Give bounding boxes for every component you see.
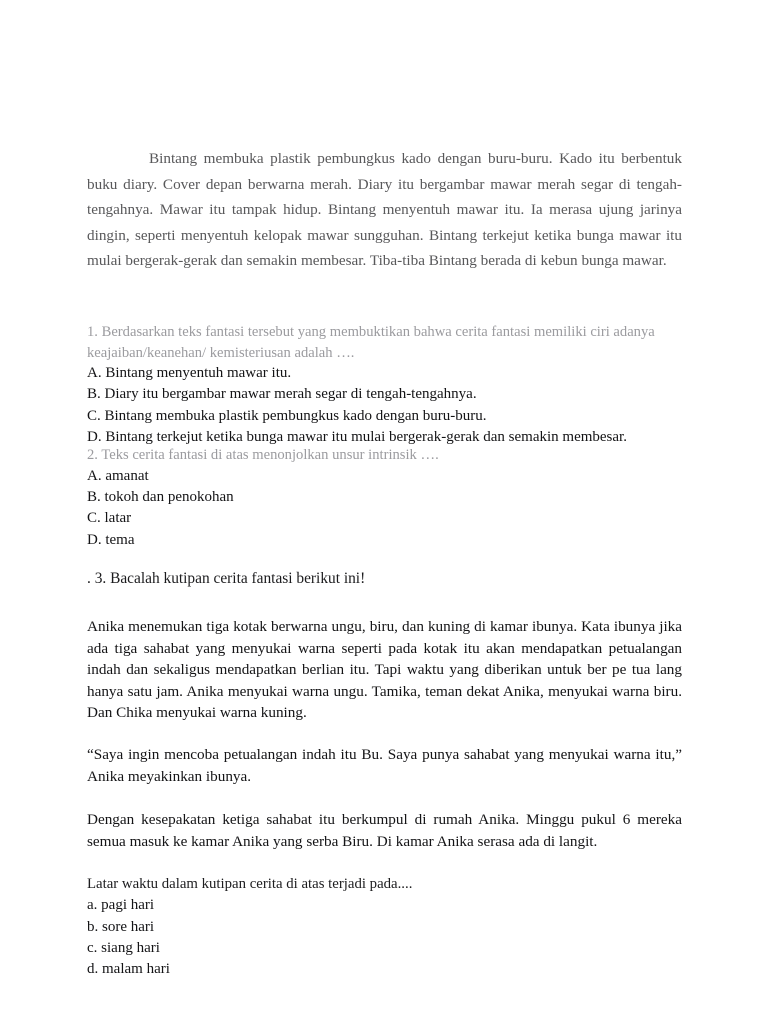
question-1-block [87,322,682,449]
spacer [87,724,682,744]
question-2-option-d[interactable]: D. tema [87,531,135,548]
question-2-option-b[interactable]: B. tokoh dan penokohan [87,488,234,505]
question-1-option-a[interactable]: A. Bintang menyentuh mawar itu. [87,365,292,381]
question-3-option-d[interactable]: d. malam hari [87,961,170,978]
passage-block-1 [87,146,682,274]
question-2-block [87,445,682,551]
question-1-option-c[interactable]: C. Bintang membuka plastik pembungkus kado dengan buru-buru. [87,407,487,424]
question-3-option-c[interactable]: c. siang hari [87,939,160,956]
spacer [87,852,682,874]
question-3-paragraph-1: Anika menemukan tiga kotak berwarna ungu, biru, dan kuning di kamar ibunya. Kata ibunya jika ada tiga sahabat yang menyukai warna seperti pada kotak itu akan mendapatkan petualangan indah dan sekaligus mendapatkan berlian itu. Tapi waktu yang diberikan untuk ber pe tua lang hanya satu jam. Anika menyukai warna ungu. Tamika, teman dekat Anika, menyukai warna biru. Dan Chika menyukai warna kuning. [87,618,682,722]
question-3-heading: . 3. Bacalah kutipan cerita fantasi berikut ini! [87,570,366,587]
question-2-stem: 2. Teks cerita fantasi di atas menonjolkan unsur intrinsik …. [87,447,439,463]
question-3-paragraph-2: “Saya ingin mencoba petualangan indah itu Bu. Saya punya sahabat yang menyukai warna itu,” Anika meyakinkan ibunya. [87,745,682,785]
question-2-option-a[interactable]: A. amanat [87,467,149,484]
spacer [87,590,682,616]
question-3-block [87,568,682,981]
question-3-options [87,895,682,981]
question-2-option-c[interactable]: C. latar [87,510,132,527]
question-1-stem: 1. Berdasarkan teks fantasi tersebut yang membuktikan bahwa cerita fantasi memiliki ciri adanya keajaiban/keanehan/ kemisteriusan adalah …. [87,324,655,361]
question-3-option-b[interactable]: b. sore hari [87,918,155,935]
question-3-option-a[interactable]: a. pagi hari [87,897,155,914]
question-3-stem: Latar waktu dalam kutipan cerita di atas terjadi pada.... [87,876,413,893]
question-2-options [87,466,682,552]
passage-1-text: Bintang membuka plastik pembungkus kado dengan buru-buru. Kado itu berbentuk buku diary. Cover depan berwarna merah. Diary itu bergambar mawar merah segar di tengah-tengahnya. Mawar itu tampak hidup. Bintang menyentuh mawar itu. Ia merasa ujung jarinya dingin, seperti menyentuh kelopak mawar sungguhan. Bintang terkejut ketika bunga mawar itu mulai bergerak-gerak dan semakin membesar. Tiba-tiba Bintang berada di kebun bunga mawar. [87,150,682,270]
question-1-options [87,363,682,449]
question-1-option-d[interactable]: D. Bintang terkejut ketika bunga mawar itu mulai bergerak-gerak dan semakin membesar. [87,429,627,446]
question-3-paragraph-3: Dengan kesepakatan ketiga sahabat itu berkumpul di rumah Anika. Minggu pukul 6 mereka semua masuk ke kamar Anika yang serba Biru. Di kamar Anika serasa ada di langit. [87,811,682,850]
spacer [87,787,682,809]
question-1-option-b[interactable]: B. Diary itu bergambar mawar merah segar di tengah-tengahnya. [87,386,477,403]
